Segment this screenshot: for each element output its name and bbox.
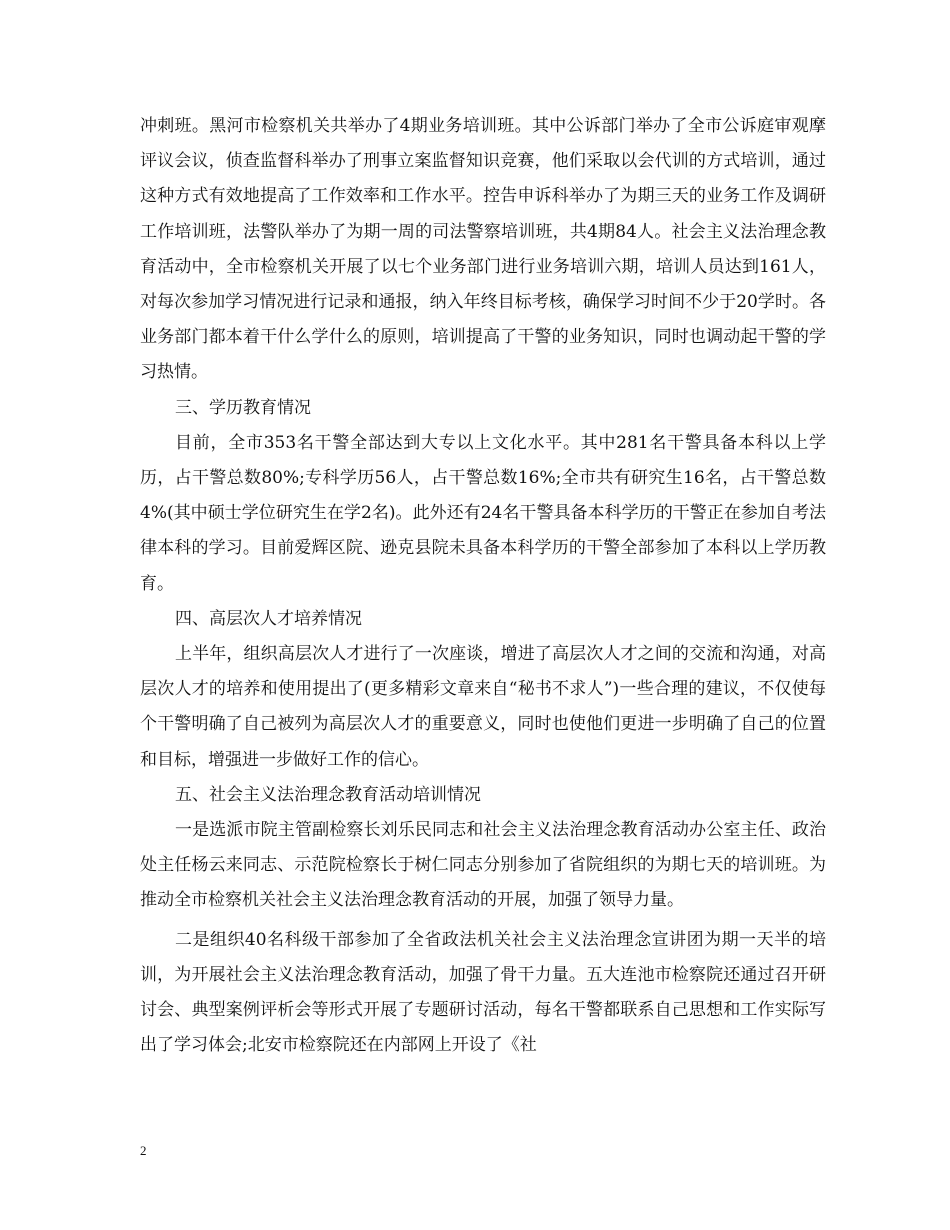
paragraph-rule-of-law-second: 二是组织40名科级干部参加了全省政法机关社会主义法治理念宣讲团为期一天半的培训，为开展社会主义法治理念教育活动，加强了骨干力量。五大连池市检察院还通过召开研讨会、典型案例评析会等形式开展了专题研讨活动，每名干警都联系自己思想和工作实际写出了学习体会;北安市检察院还在内部网上开设了《社 (140, 929, 826, 1056)
page-number: 2 (140, 1143, 147, 1158)
paragraph-rule-of-law-first: 一是选派市院主管副检察长刘乐民同志和社会主义法治理念教育活动办公室主任、政治处主任杨云来同志、示范院检察长于树仁同志分别参加了省院组织的为期七天的培训班。为推动全市检察机关社会主义法治理念教育活动的开展，加强了领导力量。 (140, 820, 826, 911)
section-heading-talent: 四、高层次人才培养情况 (175, 608, 362, 629)
section-heading-rule-of-law: 五、社会主义法治理念教育活动培训情况 (175, 784, 481, 805)
section-heading-education: 三、学历教育情况 (175, 397, 311, 418)
paragraph-training-continued: 冲刺班。黑河市检察机关共举办了4期业务培训班。其中公诉部门举办了全市公诉庭审观摩评议会议，侦查监督科举办了刑事立案监督知识竞赛，他们采取以会代训的方式培训，通过这种方式有效地提高了工作效率和工作水平。控告申诉科举办了为期三天的业务工作及调研工作培训班，法警队举办了为期一周的司法警察培训班，共4期84人。社会主义法治理念教育活动中，全市检察机关开展了以七个业务部门进行业务培训六期，培训人员达到161人，对每次参加学习情况进行记录和通报，纳入年终目标考核，确保学习时间不少于20学时。各业务部门都本着干什么学什么的原则，培训提高了干警的业务知识，同时也调动起干警的学习热情。 (140, 116, 826, 383)
paragraph-education: 目前，全市353名干警全部达到大专以上文化水平。其中281名干警具备本科以上学历，占干警总数80%;专科学历56人，占干警总数16%;全市共有研究生16名，占干警总数4%(其中硕士学位研究生在学2名)。此外还有24名干警具备本科学历的干警正在参加自考法律本科的学习。目前爱辉区院、逊克县院未具备本科学历的干警全部参加了本科以上学历教育。 (140, 432, 826, 594)
paragraph-talent: 上半年，组织高层次人才进行了一次座谈，增进了高层次人才之间的交流和沟通，对高层次人才的培养和使用提出了(更多精彩文章来自“秘书不求人”)一些合理的建议，不仅使每个干警明确了自己被列为高层次人才的重要意义，同时也使他们更进一步明确了自己的位置和目标，增强进一步做好工作的信心。 (140, 644, 826, 770)
document-body (140, 109, 826, 1063)
